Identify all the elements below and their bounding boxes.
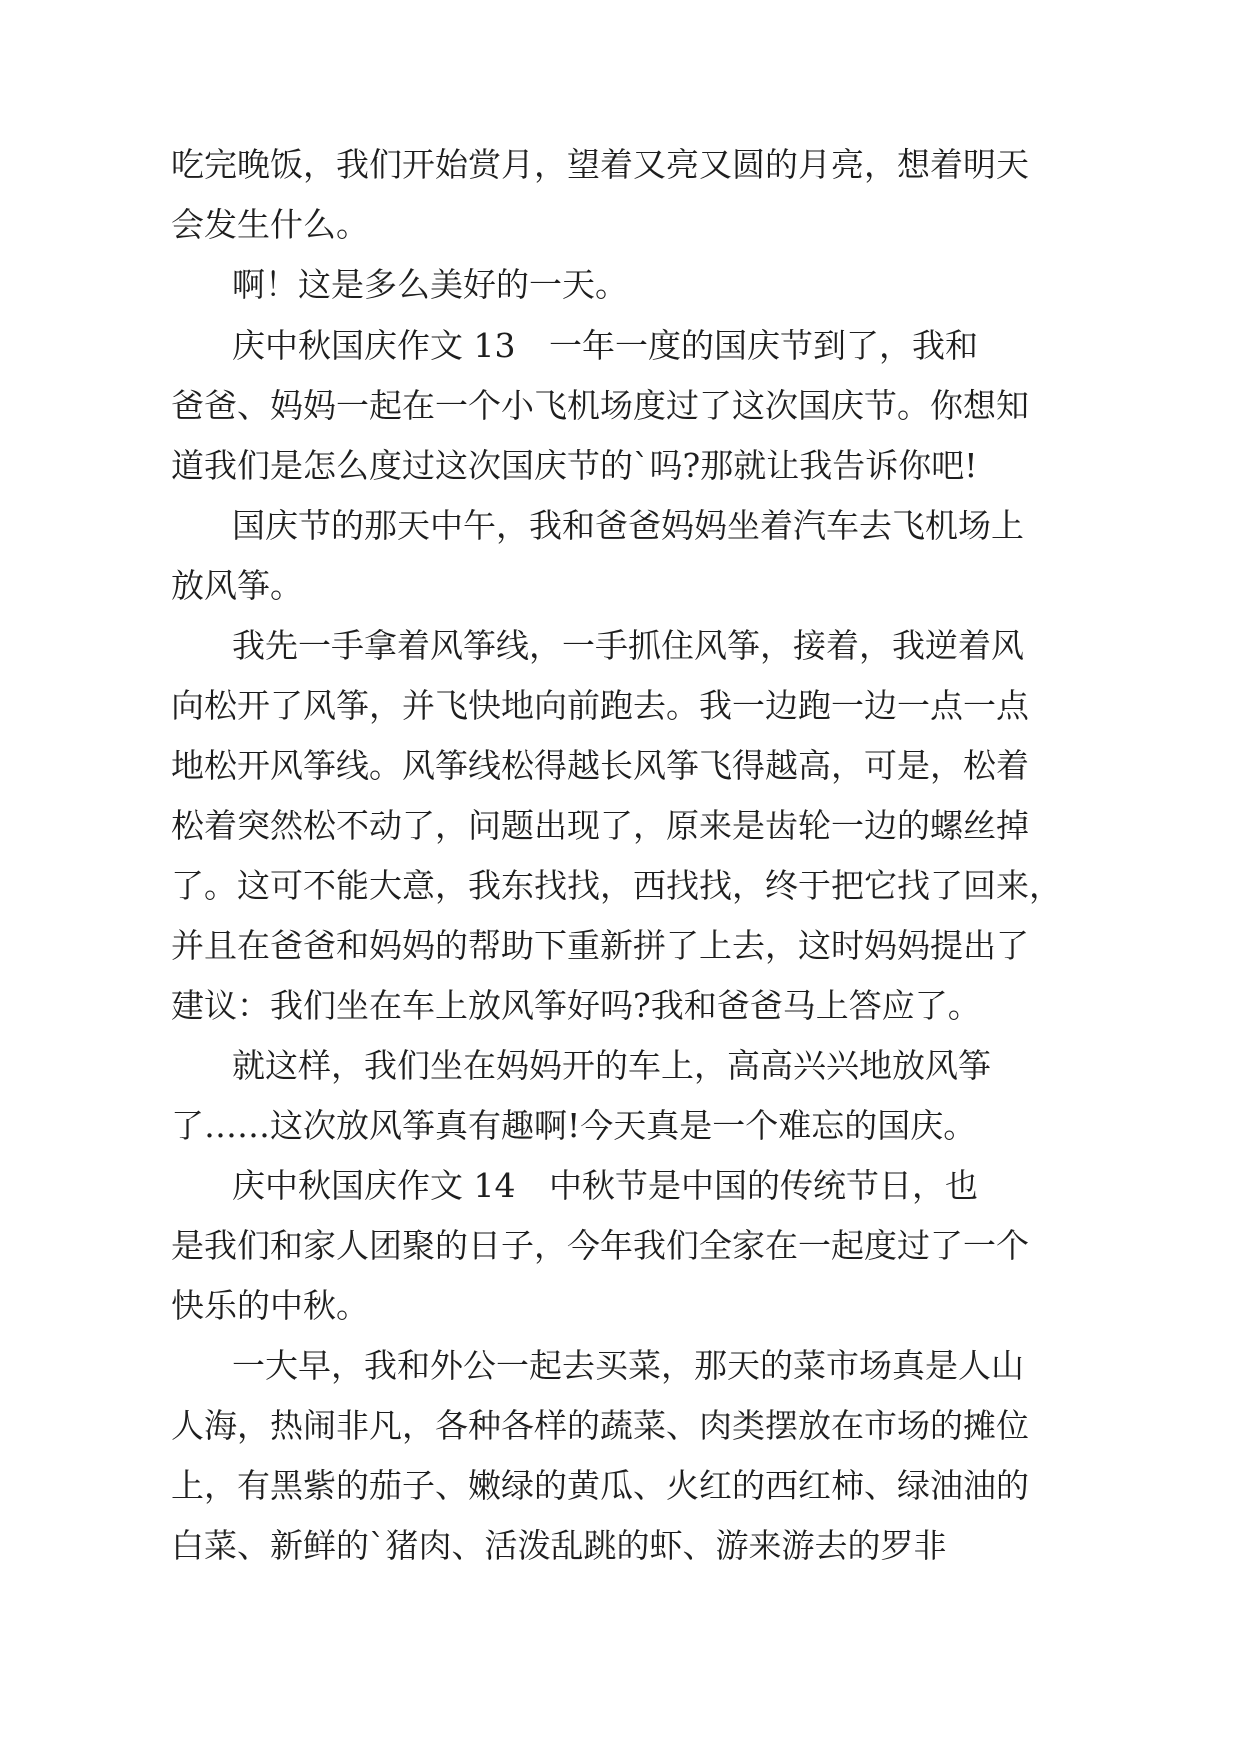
text-segment: 爸爸、妈妈一起在一个小飞机场度过了这次国庆节。你想知 [171,386,1029,425]
text-segment: 白菜、新鲜的`猪肉、活泼乱跳的虾、游来游去的罗非 [171,1526,947,1565]
text-segment: 上，有黑紫的茄子、嫩绿的黄瓜、火红的西红柿、绿油油的 [171,1466,1029,1505]
text-segment: 快乐的中秋。 [171,1286,369,1325]
text-segment: 道我们是怎么度过这次国庆节的`吗?那就让我告诉你吧! [171,446,978,485]
text-segment: 建议：我们坐在车上放风筝好吗?我和爸爸马上答应了。 [171,986,981,1025]
text-line [0,250,1241,320]
text-segment: 松着突然松不动了，问题出现了，原来是齿轮一边的螺丝掉 [171,806,1029,845]
text-segment: 并且在爸爸和妈妈的帮助下重新拼了上去，这时妈妈提出了 [171,926,1029,965]
text-segment: 人海，热闹非凡，各种各样的蔬菜、肉类摆放在市场的摊位 [171,1406,1029,1445]
text-segment: 向松开了风筝，并飞快地向前跑去。我一边跑一边一点一点 [171,686,1029,725]
text-segment: 就这样，我们坐在妈妈开的车上，高高兴兴地放风筝 [232,1046,991,1085]
text-segment: 一年一度的国庆节到了，我和 [549,326,978,365]
text-segment: 中秋节是中国的传统节日，也 [549,1166,978,1205]
text-segment: 会发生什么。 [171,205,369,244]
section-heading: 庆中秋国庆作文 14 [232,1166,516,1205]
text-segment: 我先一手拿着风筝线，一手抓住风筝，接着，我逆着风 [232,626,1024,665]
text-segment: 一大早，我和外公一起去买菜，那天的菜市场真是人山 [232,1346,1024,1385]
text-segment: 地松开风筝线。风筝线松得越长风筝飞得越高，可是，松着 [171,746,1029,785]
text-segment: 吃完晚饭，我们开始赏月，望着又亮又圆的月亮，想着明天 [171,145,1029,184]
text-segment: 了。这可不能大意，我东找找，西找找，终于把它找了回来， [171,866,1062,905]
section-heading: 庆中秋国庆作文 13 [232,326,516,365]
text-segment: 是我们和家人团聚的日子，今年我们全家在一起度过了一个 [171,1226,1029,1265]
text-segment: 啊！这是多么美好的一天。 [232,265,628,304]
text-line [0,1511,1241,1581]
text-segment: 放风筝。 [171,566,303,605]
text-segment: 国庆节的那天中午，我和爸爸妈妈坐着汽车去飞机场上 [232,506,1024,545]
text-segment: 了……这次放风筝真有趣啊!今天真是一个难忘的国庆。 [171,1106,977,1145]
